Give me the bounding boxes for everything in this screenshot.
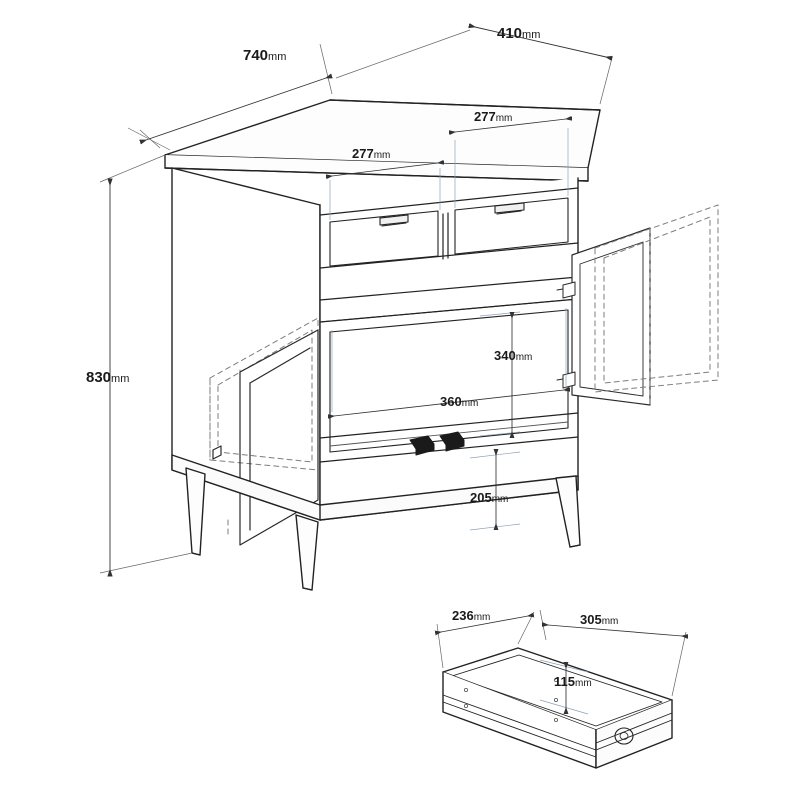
dimension-label-cabinet-inner-height: 340mm [494,348,533,363]
dimension-label-leg-height: 205mm [470,490,509,505]
dim-410-depth [336,27,612,104]
dimension-label-width-overall: 740mm [243,47,287,64]
dimension-label-depth-overall: 410mm [497,25,541,42]
dimension-label-drawer-width-left: 277mm [352,146,391,161]
right-door-open [572,228,650,405]
dimension-label-drawer-width: 305mm [580,612,619,627]
dimension-label-height-overall: 830mm [86,369,130,386]
detached-drawer [443,648,672,768]
dimension-label-drawer-depth: 236mm [452,608,491,623]
dimension-label-drawer-width-right: 277mm [474,109,513,124]
cabinet-top-panel [165,100,600,181]
cabinet-front-face [320,178,578,520]
dimension-label-cabinet-inner-width: 360mm [440,394,479,409]
dimension-label-drawer-height: 115mm [554,674,592,689]
